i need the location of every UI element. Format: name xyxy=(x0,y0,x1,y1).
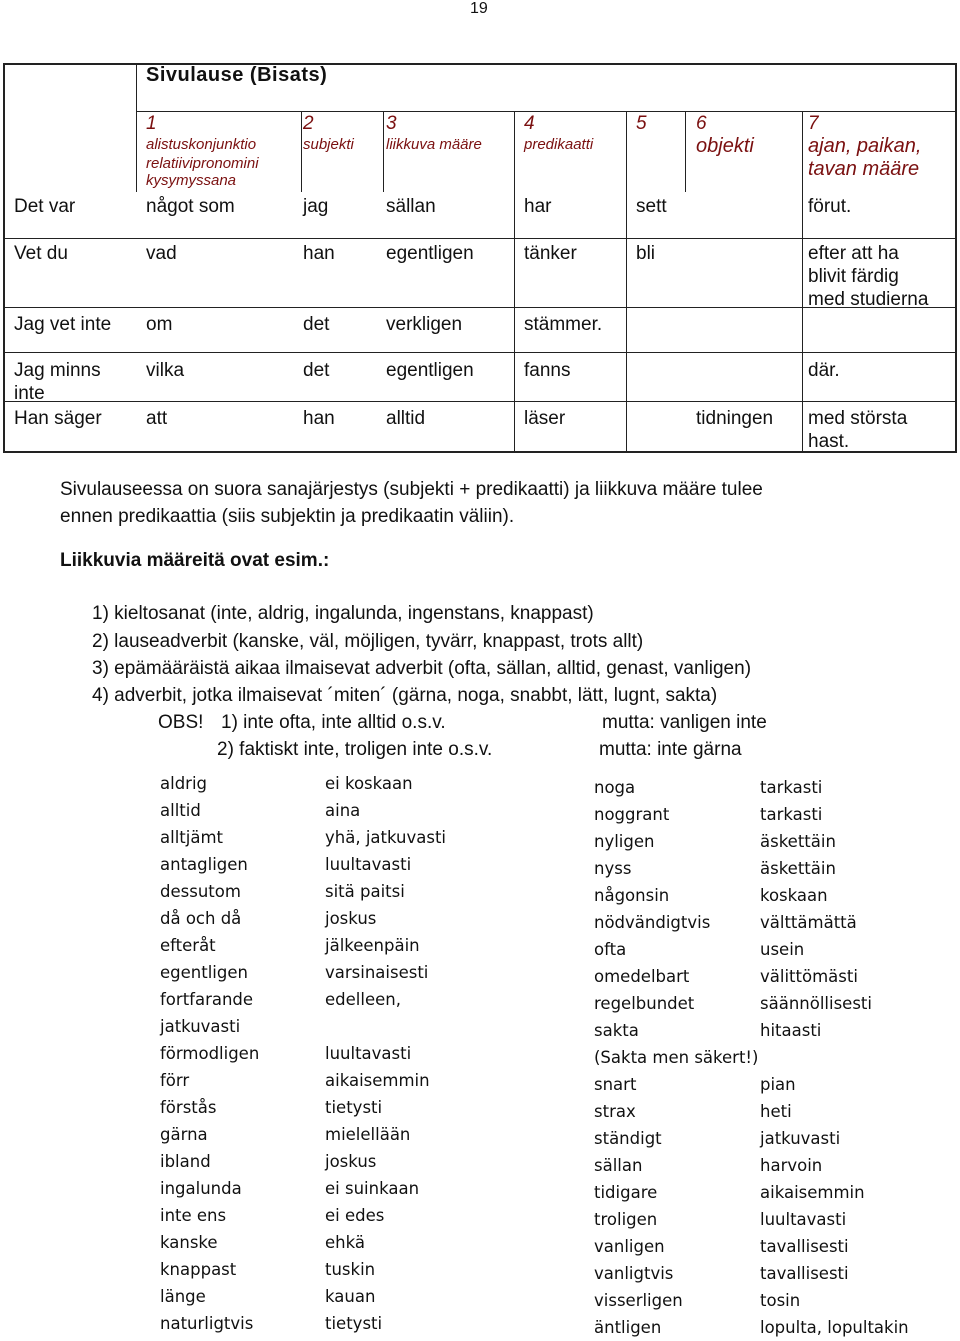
vocab-word: tarkasti xyxy=(760,805,823,824)
vocab-word: sitä paitsi xyxy=(325,882,405,901)
table-row-lead: Det var xyxy=(14,196,76,217)
table-cell: egentligen xyxy=(386,243,474,264)
table-cell: hast. xyxy=(808,431,850,452)
vocab-word: ei suinkaan xyxy=(325,1179,420,1198)
vocab-word: naturligtvis xyxy=(160,1314,254,1333)
vocab-word: edelleen, xyxy=(325,990,401,1009)
vocab-word: ei edes xyxy=(325,1206,385,1225)
vocab-word: visserligen xyxy=(594,1291,683,1310)
table-cell: vilka xyxy=(146,360,185,381)
header-col-6: 6 objekti xyxy=(696,113,754,157)
obs-line-2-right: mutta: inte gärna xyxy=(599,739,742,760)
vocab-word: troligen xyxy=(594,1210,658,1229)
table-cell: stämmer. xyxy=(524,314,603,335)
header-col-3: 3 liikkuva määre xyxy=(386,113,482,153)
table-divider xyxy=(514,111,515,451)
vocab-word: ofta xyxy=(594,940,627,959)
table-cell: han xyxy=(303,243,335,264)
obs-line-1-right: mutta: vanligen inte xyxy=(602,712,767,733)
vocab-word: gärna xyxy=(160,1125,208,1144)
vocab-word: sällan xyxy=(594,1156,643,1175)
header-col-1: 1 alistuskonjunktio relatiivipronomini kysymyssana xyxy=(146,113,259,189)
vocab-word: pian xyxy=(760,1075,796,1094)
vocab-left-swedish xyxy=(160,770,259,1337)
vocab-word: ehkä xyxy=(325,1233,365,1252)
table-divider xyxy=(137,111,957,112)
table-cell: alltid xyxy=(386,408,426,429)
vocab-word: aina xyxy=(325,801,361,820)
vocab-word: tarkasti xyxy=(760,778,823,797)
table-row-lead: Han säger xyxy=(14,408,102,429)
vocab-word: antagligen xyxy=(160,855,248,874)
vocab-right-finnish xyxy=(760,774,909,1341)
table-divider xyxy=(383,111,384,192)
vocab-word: kanske xyxy=(160,1233,218,1252)
vocab-word: alltjämt xyxy=(160,828,223,847)
vocab-word: äskettäin xyxy=(760,832,836,851)
vocab-word: egentligen xyxy=(160,963,248,982)
table-row-lead: Vet du xyxy=(14,243,68,264)
vocab-word: ei koskaan xyxy=(325,774,413,793)
vocab-word: tidigare xyxy=(594,1183,658,1202)
header-col-2: 2 subjekti xyxy=(303,113,354,153)
header-col-4: 4 predikaatti xyxy=(524,113,594,153)
table-cell: något som xyxy=(146,196,235,217)
vocab-word: välittömästi xyxy=(760,967,858,986)
table-row-lead: Jag vet inte xyxy=(14,314,112,335)
vocab-word: lopulta, lopultakin xyxy=(760,1318,909,1337)
vocab-word: snart xyxy=(594,1075,637,1094)
table-cell: efter att ha xyxy=(808,243,899,264)
table-divider xyxy=(5,238,957,239)
table-cell: att xyxy=(146,408,168,429)
vocab-word: dessutom xyxy=(160,882,241,901)
vocab-word: omedelbart xyxy=(594,967,690,986)
table-divider xyxy=(685,111,686,192)
vocab-word: koskaan xyxy=(760,886,828,905)
table-cell: där. xyxy=(808,360,840,381)
vocab-word: hitaasti xyxy=(760,1021,822,1040)
header-col-5: 5 xyxy=(636,113,647,134)
vocab-word: strax xyxy=(594,1102,636,1121)
vocab-word: jatkuvasti xyxy=(760,1129,841,1148)
vocab-word: regelbundet xyxy=(594,994,695,1013)
vocab-word: välttämättä xyxy=(760,913,857,932)
vocab-word: ständigt xyxy=(594,1129,662,1148)
vocab-word: förmodligen xyxy=(160,1044,260,1063)
vocab-word: aldrig xyxy=(160,774,208,793)
table-cell: bli xyxy=(636,243,656,264)
vocab-word: jälkeenpäin xyxy=(325,936,420,955)
table-divider xyxy=(802,111,803,451)
vocab-word: varsinaisesti xyxy=(325,963,429,982)
vocab-word: förstås xyxy=(160,1098,217,1117)
vocab-word: säännöllisesti xyxy=(760,994,872,1013)
table-cell: läser xyxy=(524,408,566,429)
page-number: 19 xyxy=(470,0,488,17)
vocab-word: knappast xyxy=(160,1260,237,1279)
vocab-word: nödvändigtvis xyxy=(594,913,711,932)
vocab-word: luultavasti xyxy=(325,855,412,874)
table-cell: tänker xyxy=(524,243,577,264)
vocab-word: tietysti xyxy=(325,1314,383,1333)
vocab-word: joskus xyxy=(325,909,377,928)
vocab-word: då och då xyxy=(160,909,242,928)
table-cell: sällan xyxy=(386,196,436,217)
vocab-right-swedish xyxy=(594,774,758,1341)
vocab-word: inte ens xyxy=(160,1206,227,1225)
table-cell: om xyxy=(146,314,173,335)
table-cell: tidningen xyxy=(696,408,774,429)
vocab-word: alltid xyxy=(160,801,201,820)
vocab-word: aikaisemmin xyxy=(760,1183,865,1202)
vocab-word: tietysti xyxy=(325,1098,383,1117)
table-cell: förut. xyxy=(808,196,852,217)
vocab-word: yhä, jatkuvasti xyxy=(325,828,447,847)
table-divider xyxy=(301,111,302,192)
vocab-word: efteråt xyxy=(160,936,216,955)
table-cell: egentligen xyxy=(386,360,474,381)
table-cell: det xyxy=(303,314,330,335)
vocab-word: harvoin xyxy=(760,1156,823,1175)
vocab-word: ibland xyxy=(160,1152,211,1171)
table-divider xyxy=(5,352,957,353)
vocab-word: nyligen xyxy=(594,832,655,851)
list-item: 3) epämääräistä aikaa ilmaisevat adverbit (ofta, sällan, alltid, genast, vanligen) xyxy=(92,658,752,679)
vocab-word: nyss xyxy=(594,859,632,878)
obs-line-1-left: 1) inte ofta, inte alltid o.s.v. xyxy=(221,712,446,733)
vocab-word: joskus xyxy=(325,1152,377,1171)
list-item: 4) adverbit, jotka ilmaisevat ´miten´ (gärna, noga, snabbt, lätt, lugnt, sakta) xyxy=(92,685,718,706)
obs-line-2-left: 2) faktiskt inte, troligen inte o.s.v. xyxy=(217,739,493,760)
vocab-word: mielellään xyxy=(325,1125,411,1144)
list-item: 1) kieltosanat (inte, aldrig, ingalunda, ingenstans, knappast) xyxy=(92,603,594,624)
vocab-word: förr xyxy=(160,1071,190,1090)
table-cell: verkligen xyxy=(386,314,463,335)
vocab-word: heti xyxy=(760,1102,792,1121)
vocab-word: tuskin xyxy=(325,1260,376,1279)
table-cell: sett xyxy=(636,196,667,217)
table-row-lead: Jag minns xyxy=(14,360,101,381)
table-cell: har xyxy=(524,196,552,217)
vocab-word xyxy=(325,1013,446,1040)
obs-label: OBS! xyxy=(158,712,204,733)
vocab-word xyxy=(760,1044,909,1071)
table-divider xyxy=(626,111,627,451)
table-divider xyxy=(5,401,957,402)
vocab-word: tavallisesti xyxy=(760,1237,849,1256)
vocab-word: ingalunda xyxy=(160,1179,242,1198)
vocab-word: luultavasti xyxy=(325,1044,412,1063)
table-row-lead: inte xyxy=(14,383,45,404)
vocab-word: aikaisemmin xyxy=(325,1071,430,1090)
vocab-word: äskettäin xyxy=(760,859,836,878)
intro-line-2: ennen predikaattia (siis subjektin ja predikaatin väliin). xyxy=(60,506,515,527)
vocab-word: usein xyxy=(760,940,805,959)
intro-line-1: Sivulauseessa on suora sanajärjestys (subjekti + predikaatti) ja liikkuva määre tulee xyxy=(60,479,763,500)
vocab-word: tosin xyxy=(760,1291,801,1310)
vocab-word: länge xyxy=(160,1287,206,1306)
vocab-word: någonsin xyxy=(594,886,670,905)
table-cell: fanns xyxy=(524,360,571,381)
vocab-word: noggrant xyxy=(594,805,670,824)
vocab-word: tavallisesti xyxy=(760,1264,849,1283)
table-cell: vad xyxy=(146,243,177,264)
vocab-word: luultavasti xyxy=(760,1210,847,1229)
table-cell: blivit färdig xyxy=(808,266,899,287)
vocab-word: vanligtvis xyxy=(594,1264,674,1283)
vocab-left-finnish xyxy=(325,770,446,1337)
vocab-word: kauan xyxy=(325,1287,376,1306)
table-cell: det xyxy=(303,360,330,381)
table-cell: med största xyxy=(808,408,908,429)
vocab-word: sakta xyxy=(594,1021,639,1040)
vocab-word: fortfarande xyxy=(160,990,254,1009)
list-item: 2) lauseadverbit (kanske, väl, möjligen, tyvärr, knappast, trots allt) xyxy=(92,631,644,652)
vocab-word: jatkuvasti xyxy=(160,1017,241,1036)
vocab-word: noga xyxy=(594,778,636,797)
table-cell: han xyxy=(303,408,335,429)
vocab-word: äntligen xyxy=(594,1318,662,1337)
table-cell: jag xyxy=(303,196,329,217)
table-divider xyxy=(136,65,137,192)
vocab-word: (Sakta men säkert!) xyxy=(594,1048,759,1067)
vocab-word: vanligen xyxy=(594,1237,665,1256)
table-cell: med studierna xyxy=(808,289,929,310)
table-title: Sivulause (Bisats) xyxy=(146,64,328,86)
header-col-7: 7 ajan, paikan, tavan määre xyxy=(808,113,922,180)
section-heading: Liikkuvia määreitä ovat esim.: xyxy=(60,550,330,571)
